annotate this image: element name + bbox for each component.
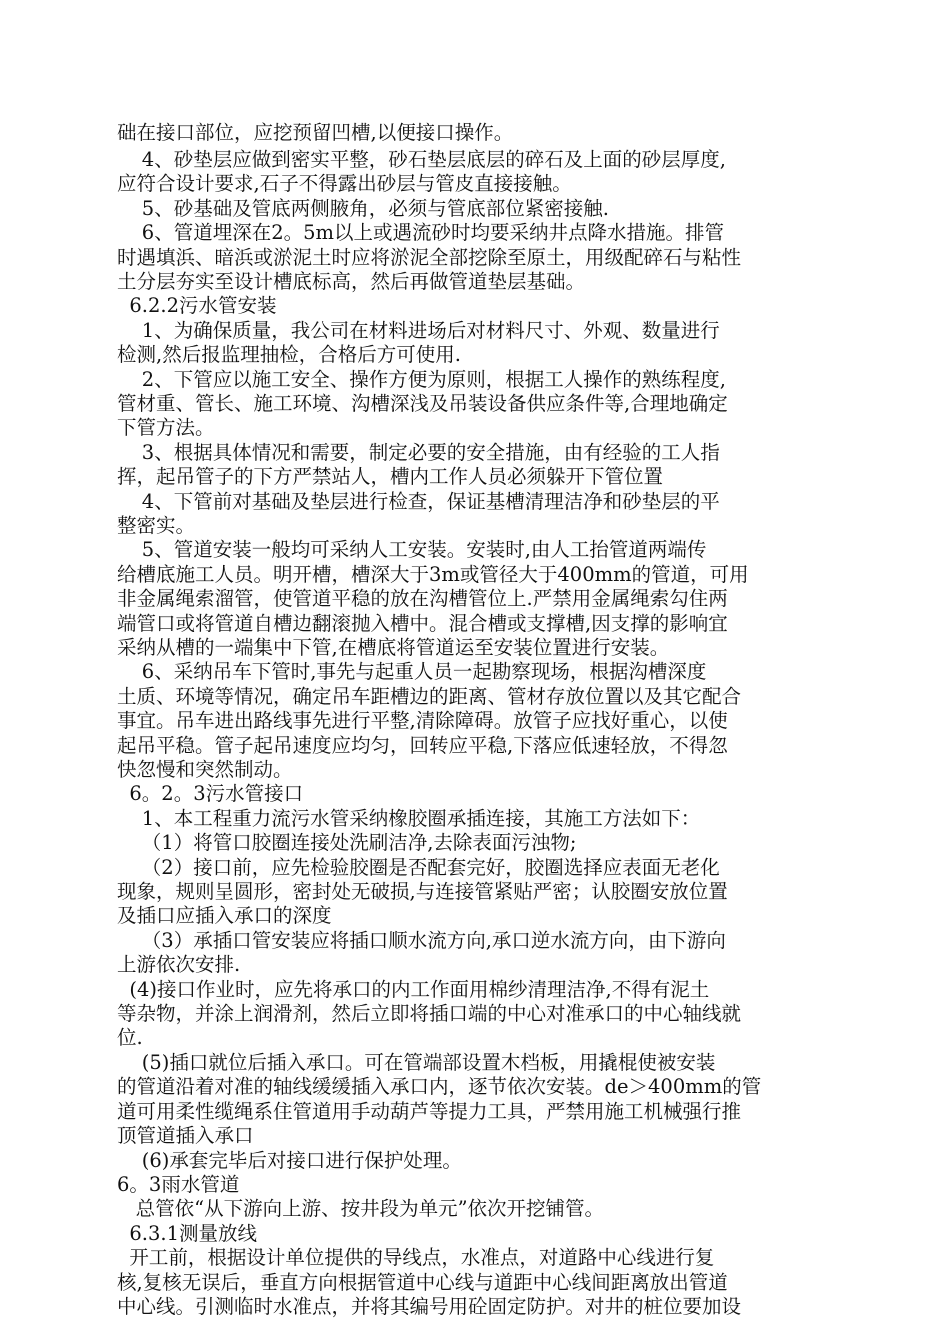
text-line: 础在接口部位，应挖预留凹槽,以便接口操作。 [117,121,514,144]
text-line: 上游依次安排. [117,953,241,976]
text-line: 道可用柔性缆绳系住管道用手动葫芦等提力工具，严禁用施工机械强行推 [117,1100,742,1123]
text-line: 开工前，根据设计单位提供的导线点，水准点，对道路中心线进行复 [117,1246,715,1269]
text-line: 总管依“从下游向上游、按井段为单元”依次开挖铺管。 [117,1197,605,1220]
text-line: 4、砂垫层应做到密实平整，砂石垫层底层的碎石及上面的砂层厚度, [117,148,726,171]
text-line: 核,复核无误后，垂直方向根据管道中心线与道距中心线间距离放出管道 [117,1271,728,1294]
text-line: 6.2.2污水管安装 [117,294,277,317]
text-line: 时遇填浜、暗浜或淤泥土时应将淤泥全部挖除至原土，用级配碎石与粘性 [117,246,742,269]
text-line: 挥，起吊管子的下方严禁站人，槽内工作人员必须躲开下管位置 [117,465,664,488]
text-line: 现象，规则呈圆形，密封处无破损,与连接管紧贴严密；认胶圈安放位置 [117,880,728,903]
text-line: 1、为确保质量，我公司在材料进场后对材料尺寸、外观、数量进行 [117,319,720,342]
text-line: 1、本工程重力流污水管采纳橡胶圈承插连接，其施工方法如下： [117,807,701,830]
text-line: (4)接口作业时，应先将承口的内工作面用棉纱清理洁净,不得有泥土 [117,978,710,1001]
text-line: 整密实。 [117,514,196,537]
text-line: (5)插口就位后插入承口。可在管端部设置木档板，用撬棍使被安装 [117,1051,716,1074]
text-line: 6、管道埋深在2。5m以上或遇流砂时均要采纳井点降水措施。排管 [117,221,725,244]
text-line: 中心线。引测临时水准点，并将其编号用砼固定防护。对井的桩位要加设 [117,1295,742,1318]
text-line: 土分层夯实至设计槽底标高，然后再做管道垫层基础。 [117,270,586,293]
text-line: 顶管道插入承口 [117,1124,254,1147]
text-line: 2、下管应以施工安全、操作方便为原则，根据工人操作的熟练程度, [117,368,726,391]
text-line: 非金属绳索溜管，使管道平稳的放在沟槽管位上.严禁用金属绳索勾住两 [117,587,728,610]
text-line: （1）将管口胶圈连接处洗刷洁净,去除表面污浊物; [117,831,577,854]
text-line: 的管道沿着对准的轴线缓缓插入承口内，逐节依次安装。de＞400mm的管 [117,1075,762,1098]
text-line: 5、砂基础及管底两侧腋角，必须与管底部位紧密接触. [117,197,609,220]
text-line: 下管方法。 [117,416,215,439]
text-line: （3）承插口管安装应将插口顺水流方向,承口逆水流方向，由下游向 [117,929,726,952]
text-line: 6、采纳吊车下管时,事先与起重人员一起勘察现场，根据沟槽深度 [117,660,707,683]
text-line: 6。3雨水管道 [117,1173,240,1196]
text-line: (6)承套完毕后对接口进行保护处理。 [117,1149,462,1172]
text-line: 端管口或将管道自槽边翻滚抛入槽中。混合槽或支撑槽,因支撑的影响宜 [117,612,728,635]
text-line: 起吊平稳。管子起吊速度应均匀，回转应平稳,下落应低速轻放，不得忽 [117,734,728,757]
text-line: 5、管道安装一般均可采纳人工安装。安装时,由人工抬管道两端传 [117,538,707,561]
text-line: 等杂物，并涂上润滑剂，然后立即将插口端的中心对准承口的中心轴线就 [117,1002,742,1025]
text-line: 6。2。3污水管接口 [117,782,304,805]
text-line: （2）接口前，应先检验胶圈是否配套完好，胶圈选择应表面无老化 [117,856,720,879]
text-line: 应符合设计要求,石子不得露出砂层与管皮直接接触。 [117,172,572,195]
text-line: 事宜。吊车进出路线事先进行平整,清除障碍。放管子应找好重心，以使 [117,709,728,732]
text-line: 3、根据具体情况和需要，制定必要的安全措施，由有经验的工人指 [117,441,720,464]
text-line: 管材重、管长、施工环境、沟槽深浅及吊装设备供应条件等,合理地确定 [117,392,728,415]
text-line: 土质、环境等情况，确定吊车距槽边的距离、管材存放位置以及其它配合 [117,685,742,708]
text-line: 给槽底施工人员。明开槽，槽深大于3m或管径大于400mm的管道，可用 [117,563,749,586]
text-line: 4、下管前对基础及垫层进行检查，保证基槽清理洁净和砂垫层的平 [117,490,720,513]
text-line: 快忽慢和突然制动。 [117,758,293,781]
text-line: 及插口应插入承口的深度 [117,904,332,927]
text-line: 6.3.1测量放线 [117,1222,258,1245]
text-line: 位. [117,1026,143,1049]
text-line: 采纳从槽的一端集中下管,在槽底将管道运至安装位置进行安装。 [117,636,670,659]
text-line: 检测,然后报监理抽检，合格后方可使用. [117,343,461,366]
